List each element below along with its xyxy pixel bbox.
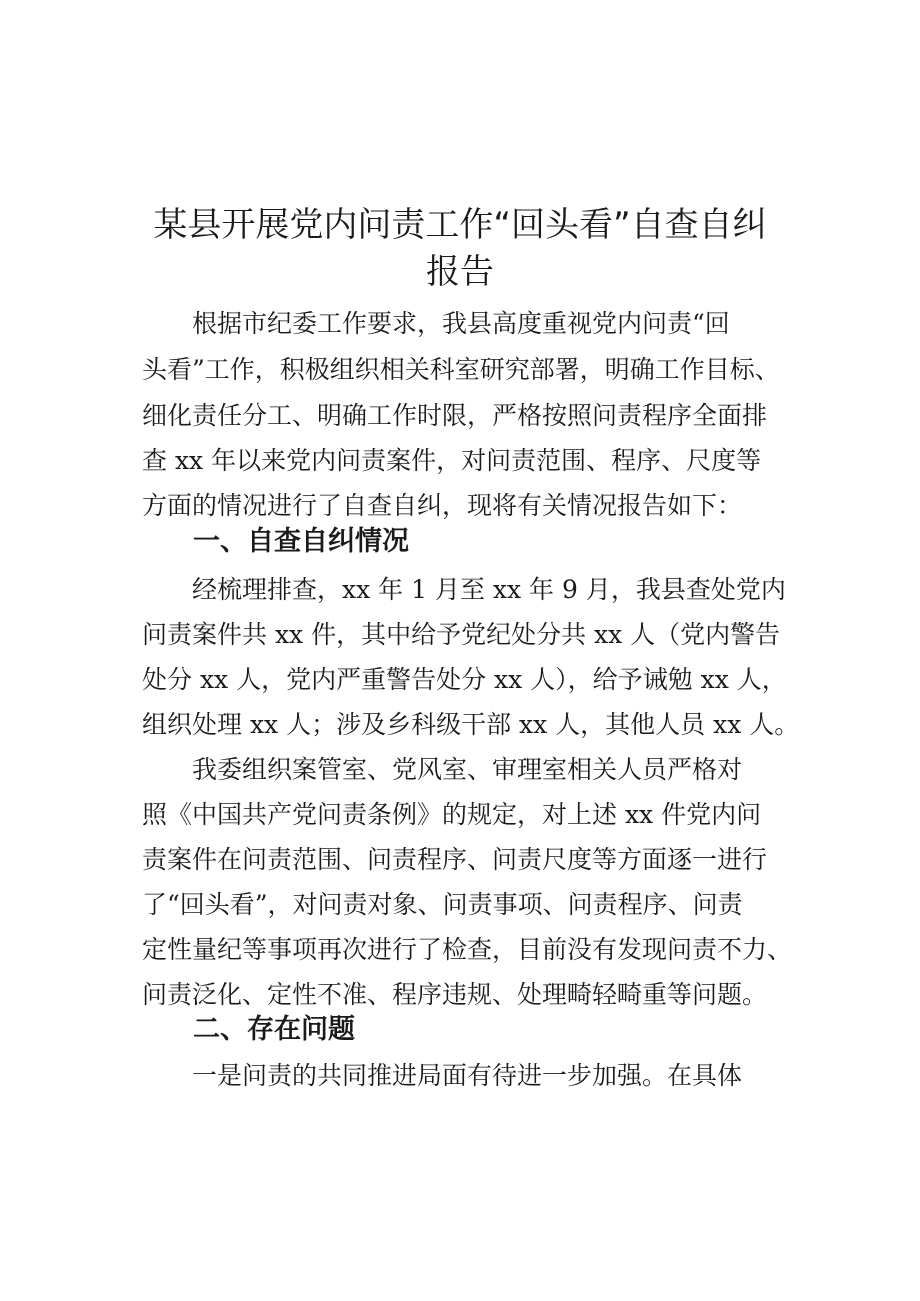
section-2-heading: 二、存在问题 [193, 1014, 355, 1045]
section-1-para-2-line: 问责泛化、定性不准、程序违规、处理畸轻畸重等问题。 [142, 980, 768, 1009]
section-1-para-2-line: 照《中国共产党问责条例》的规定，对上述 xx 件党内问 [142, 800, 762, 829]
section-1-heading: 一、自查自纠情况 [193, 526, 409, 557]
intro-line: 细化责任分工、明确工作时限，严格按照问责程序全面排 [142, 401, 768, 430]
section-1-para-2-line: 了“回头看”，对问责对象、问责事项、问责程序、问责 [142, 890, 743, 919]
intro-line: 查 xx 年以来党内问责案件，对问责范围、程序、尺度等 [142, 446, 762, 475]
intro-line: 方面的情况进行了自查自纠，现将有关情况报告如下： [142, 491, 743, 520]
document-title-line-1: 某县开展党内问责工作“回头看”自查自纠 [153, 205, 767, 245]
document-title-line-2: 报告 [426, 252, 494, 292]
intro-line: 头看”工作，积极组织相关科室研究部署，明确工作目标、 [142, 355, 780, 384]
section-2-para-1-line: 一是问责的共同推进局面有待进一步加强。在具体 [142, 1061, 743, 1090]
section-1-para-1-line: 问责案件共 xx 件，其中给予党纪处分共 xx 人（党内警告 [142, 620, 781, 649]
section-1-para-2-line: 我委组织案管室、党风室、审理室相关人员严格对 [142, 755, 743, 784]
section-1-para-1-line: 经梳理排查，xx 年 1 月至 xx 年 9 月，我县查处党内 [142, 575, 786, 604]
intro-line: 根据市纪委工作要求，我县高度重视党内问责“回 [142, 309, 730, 338]
section-1-para-2-line: 定性量纪等事项再次进行了检查，目前没有发现问责不力、 [142, 935, 793, 964]
section-1-para-1-line: 处分 xx 人，党内严重警告处分 xx 人），给予诫勉 xx 人， [142, 665, 787, 694]
section-1-para-1-line: 组织处理 xx 人；涉及乡科级干部 xx 人，其他人员 xx 人。 [142, 710, 800, 739]
section-1-para-2-line: 责案件在问责范围、问责程序、问责尺度等方面逐一进行 [142, 845, 768, 874]
